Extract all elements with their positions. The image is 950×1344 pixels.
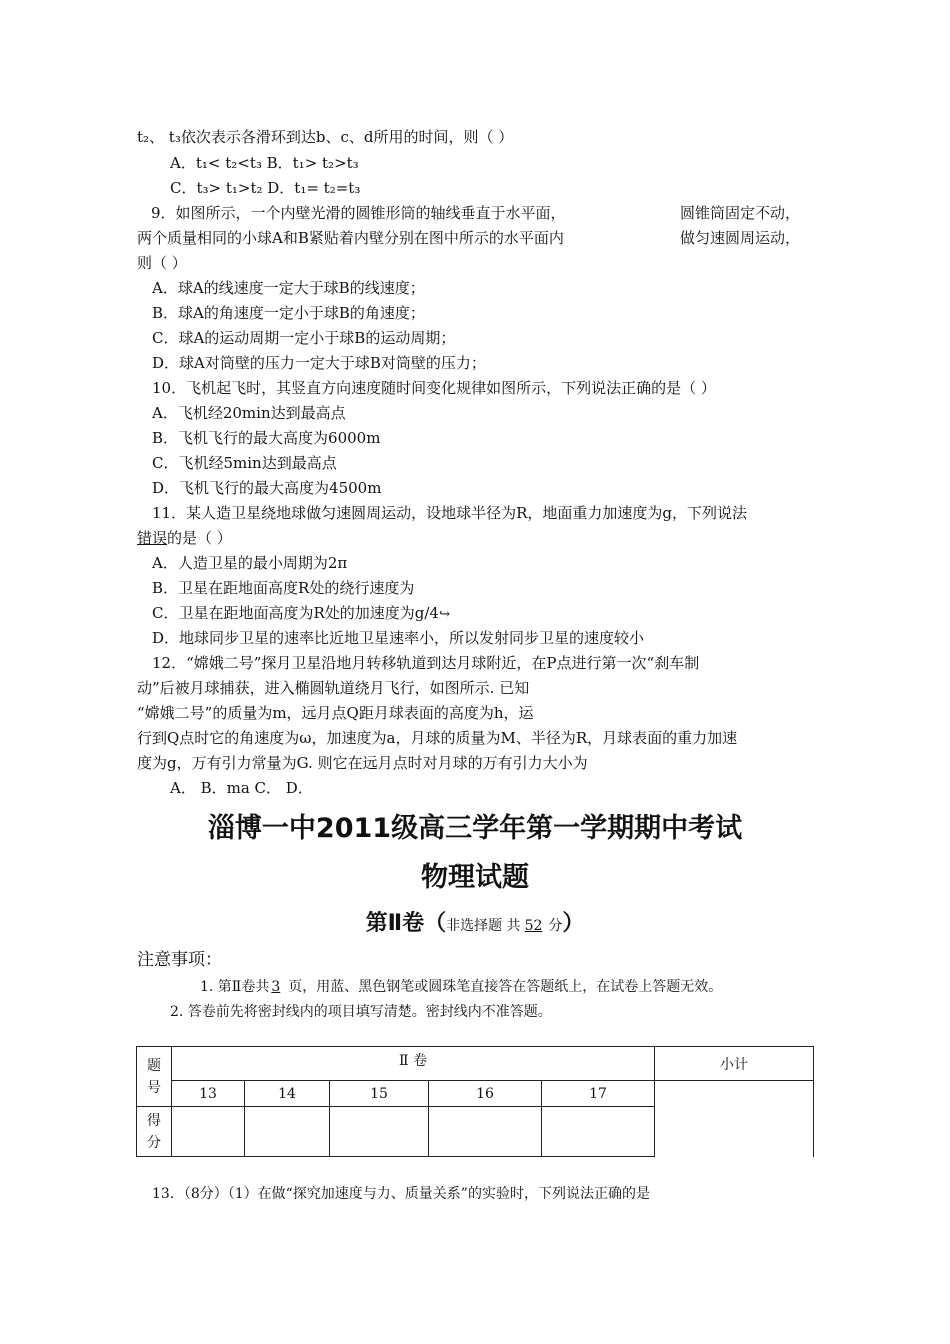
- anchor-mark-icon: ↪: [438, 607, 450, 622]
- q11-option-c-text: C．卫星在距地面高度为R处的加速度为g/4: [152, 604, 439, 622]
- question-cell-17: 17: [542, 1081, 655, 1107]
- q10-option-a: A．飞机经20min达到最高点: [152, 404, 346, 422]
- q12-line5: 度为g，万有引力常量为G. 则它在远月点时对月球的万有引力大小为: [137, 754, 588, 772]
- question-cell-13: 13: [172, 1081, 245, 1107]
- q9-line3: 则（ ）: [137, 254, 187, 272]
- q11-stem2-rest: 的是（ ）: [167, 529, 232, 547]
- notice-item-2: 2. 答卷前先将密封线内的项目填写清楚。密封线内不准答题。: [170, 1004, 552, 1020]
- section-name: 第Ⅱ卷: [365, 911, 425, 936]
- notice-1-post: 页，用蓝、黑色钢笔或圆珠笔直接答在答题纸上，在试卷上答题无效。: [288, 979, 723, 995]
- q12-line4: 行到Q点时它的角速度为ω，加速度为a，月球的质量为M、半径为R，月球表面的重力加速: [137, 729, 738, 747]
- question-number-label: 题 号: [137, 1047, 172, 1107]
- score-table: [136, 1046, 814, 1157]
- q10-stem: 10．飞机起飞时，其竖直方向速度随时间变化规律如图所示，下列说法正确的是（ ）: [152, 379, 716, 397]
- score-cell-13[interactable]: [172, 1107, 245, 1157]
- notice-heading: 注意事项：: [137, 950, 222, 970]
- q12-line1: 12．“嫦娥二号”探月卫星沿地月转移轨道到达月球附近，在P点进行第一次“刹车制: [152, 654, 700, 672]
- q11-option-c: [152, 603, 842, 625]
- q11-underlined-word: 错误: [137, 529, 168, 547]
- q13-stem: 13．（8分）（1）在做“探究加速度与力、质量关系”的实验时，下列说法正确的是: [152, 1186, 650, 1202]
- question-cell-14: 14: [245, 1081, 330, 1107]
- section-paren-open: （: [424, 911, 447, 936]
- section-desc: 非选择题 共: [446, 918, 521, 934]
- q12-options: A． B．ma C． D．: [170, 779, 313, 797]
- q9-line1: [137, 203, 827, 223]
- section-header-cell: Ⅱ 卷: [172, 1047, 655, 1081]
- q12-line3: “嫦娥二号”的质量为m，远月点Q距月球表面的高度为h，运: [137, 704, 534, 722]
- q9-line2: [137, 228, 827, 248]
- score-row-label: 得 分: [137, 1107, 172, 1157]
- q11-option-a: A．人造卫星的最小周期为2π: [152, 554, 348, 572]
- q10-option-c: C．飞机经5min达到最高点: [152, 454, 337, 472]
- section-total-score: 52: [524, 918, 543, 934]
- q9-line1a: 9．如图所示，一个内壁光滑的圆锥形筒的轴线垂直于水平面，: [151, 204, 566, 222]
- question-cell-16: 16: [429, 1081, 542, 1107]
- q9-option-a: A．球A的线速度一定大于球B的线速度；: [152, 279, 425, 297]
- score-cell-17[interactable]: [542, 1107, 655, 1157]
- q12-line2: 动”后被月球捕获，进入椭圆轨道绕月飞行，如图所示. 已知: [137, 679, 530, 697]
- q10-option-d: D．飞机飞行的最大高度为4500m: [152, 479, 382, 497]
- section-score-unit: 分: [548, 918, 563, 934]
- score-cell-15[interactable]: [330, 1107, 429, 1157]
- q9-option-d: D．球A对筒壁的压力一定大于球B对筒壁的压力；: [152, 354, 486, 372]
- option-line-cd: C．t₃> t₁>t₂ D．t₁= t₂=t₃: [170, 179, 361, 197]
- q9-option-b: B．球A的角速度一定小于球B的角速度；: [152, 304, 425, 322]
- option-line-ab: A．t₁< t₂<t₃ B．t₁> t₂>t₃: [170, 154, 359, 172]
- exam-subject: 物理试题: [421, 862, 529, 893]
- exam-title: 淄博一中2011级高三学年第一学期期中考试: [207, 813, 743, 844]
- q11-option-b: B．卫星在距地面高度R处的绕行速度为: [152, 579, 415, 597]
- question-cell-15: 15: [330, 1081, 429, 1107]
- q9-option-c: C．球A的运动周期一定小于球B的运动周期；: [152, 329, 456, 347]
- q11-stem2: [137, 528, 827, 548]
- section-heading: [0, 906, 950, 937]
- q9-line2a: 两个质量相同的小球A和B紧贴着内壁分别在图中所示的水平面内: [137, 229, 564, 247]
- score-cell-14[interactable]: [245, 1107, 330, 1157]
- score-cell-16[interactable]: [429, 1107, 542, 1157]
- notice-item-1: [200, 976, 722, 996]
- subtotal-score-cell[interactable]: [655, 1081, 814, 1157]
- q11-stem: 11．某人造卫星绕地球做匀速圆周运动，设地球半径为R，地面重力加速度为g，下列说法: [152, 504, 747, 522]
- notice-1-pages: 3: [271, 979, 281, 995]
- section-paren-close: ）: [562, 911, 585, 936]
- q11-option-d: D．地球同步卫星的速率比近地卫星速率小，所以发射同步卫星的速度较小: [152, 629, 645, 647]
- q10-option-b: B．飞机飞行的最大高度为6000m: [152, 429, 381, 447]
- subtotal-header-cell: 小计: [655, 1047, 814, 1081]
- continuation-line: t₂、 t₃依次表示各滑环到达b、c、d所用的时间，则（ ）: [137, 128, 514, 146]
- q9-line2b: 做匀速圆周运动，: [680, 229, 801, 247]
- q9-line1b: 圆锥筒固定不动，: [680, 204, 801, 222]
- notice-1-pre: 1. 第Ⅱ卷共: [200, 979, 270, 995]
